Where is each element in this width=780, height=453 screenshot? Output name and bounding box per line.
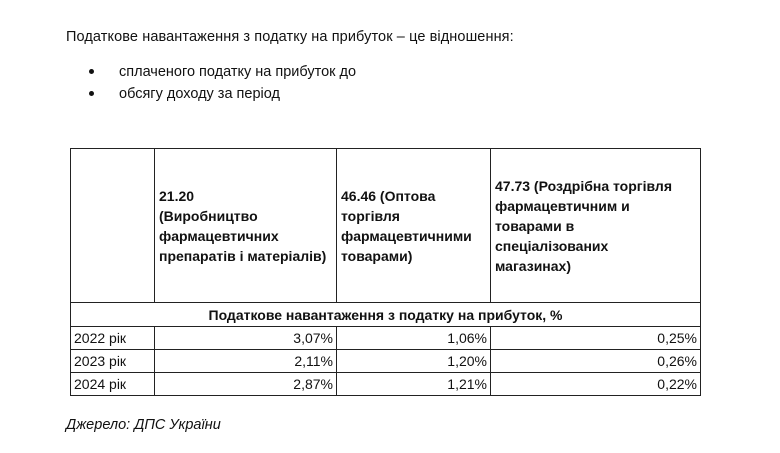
value-cell: 1,06% <box>337 327 491 350</box>
table-caption: Податкове навантаження з податку на прибуток, % <box>71 303 701 327</box>
bullet-text: обсягу доходу за період <box>119 86 280 102</box>
value-cell: 1,21% <box>337 373 491 396</box>
tax-burden-table <box>70 148 701 396</box>
value-cell: 2,87% <box>155 373 337 396</box>
year-cell: 2024 рік <box>71 373 155 396</box>
value-cell: 0,22% <box>491 373 701 396</box>
value-cell: 0,25% <box>491 327 701 350</box>
year-cell: 2023 рік <box>71 350 155 373</box>
bullet-item <box>86 61 356 83</box>
value-cell: 1,20% <box>337 350 491 373</box>
bullet-dot-icon <box>89 69 94 74</box>
header-cell-21-20: 21.20 (Виробництво фармацевтичних препаратів і матеріалів) <box>155 149 337 303</box>
bullet-dot-icon <box>89 91 94 96</box>
table-caption-row <box>71 303 701 327</box>
table-header-row <box>71 149 701 303</box>
value-cell: 2,11% <box>155 350 337 373</box>
value-cell: 0,26% <box>491 350 701 373</box>
bullet-text: сплаченого податку на прибуток до <box>119 64 357 80</box>
year-cell: 2022 рік <box>71 327 155 350</box>
table-row <box>71 327 701 350</box>
intro-text: Податкове навантаження з податку на прибуток – це відношення: <box>66 29 514 45</box>
table-row <box>71 373 701 396</box>
source-note: Джерело: ДПС України <box>66 417 221 433</box>
header-cell-empty <box>71 149 155 303</box>
header-cell-46-46: 46.46 (Оптова торгівля фармацевтичними товарами) <box>337 149 491 303</box>
value-cell: 3,07% <box>155 327 337 350</box>
header-cell-47-73: 47.73 (Роздрібна торгівля фармацевтичним и товарами в спеціалізованих магазинах) <box>491 149 701 303</box>
table-row <box>71 350 701 373</box>
bullet-list <box>86 61 356 105</box>
bullet-item <box>86 83 356 105</box>
